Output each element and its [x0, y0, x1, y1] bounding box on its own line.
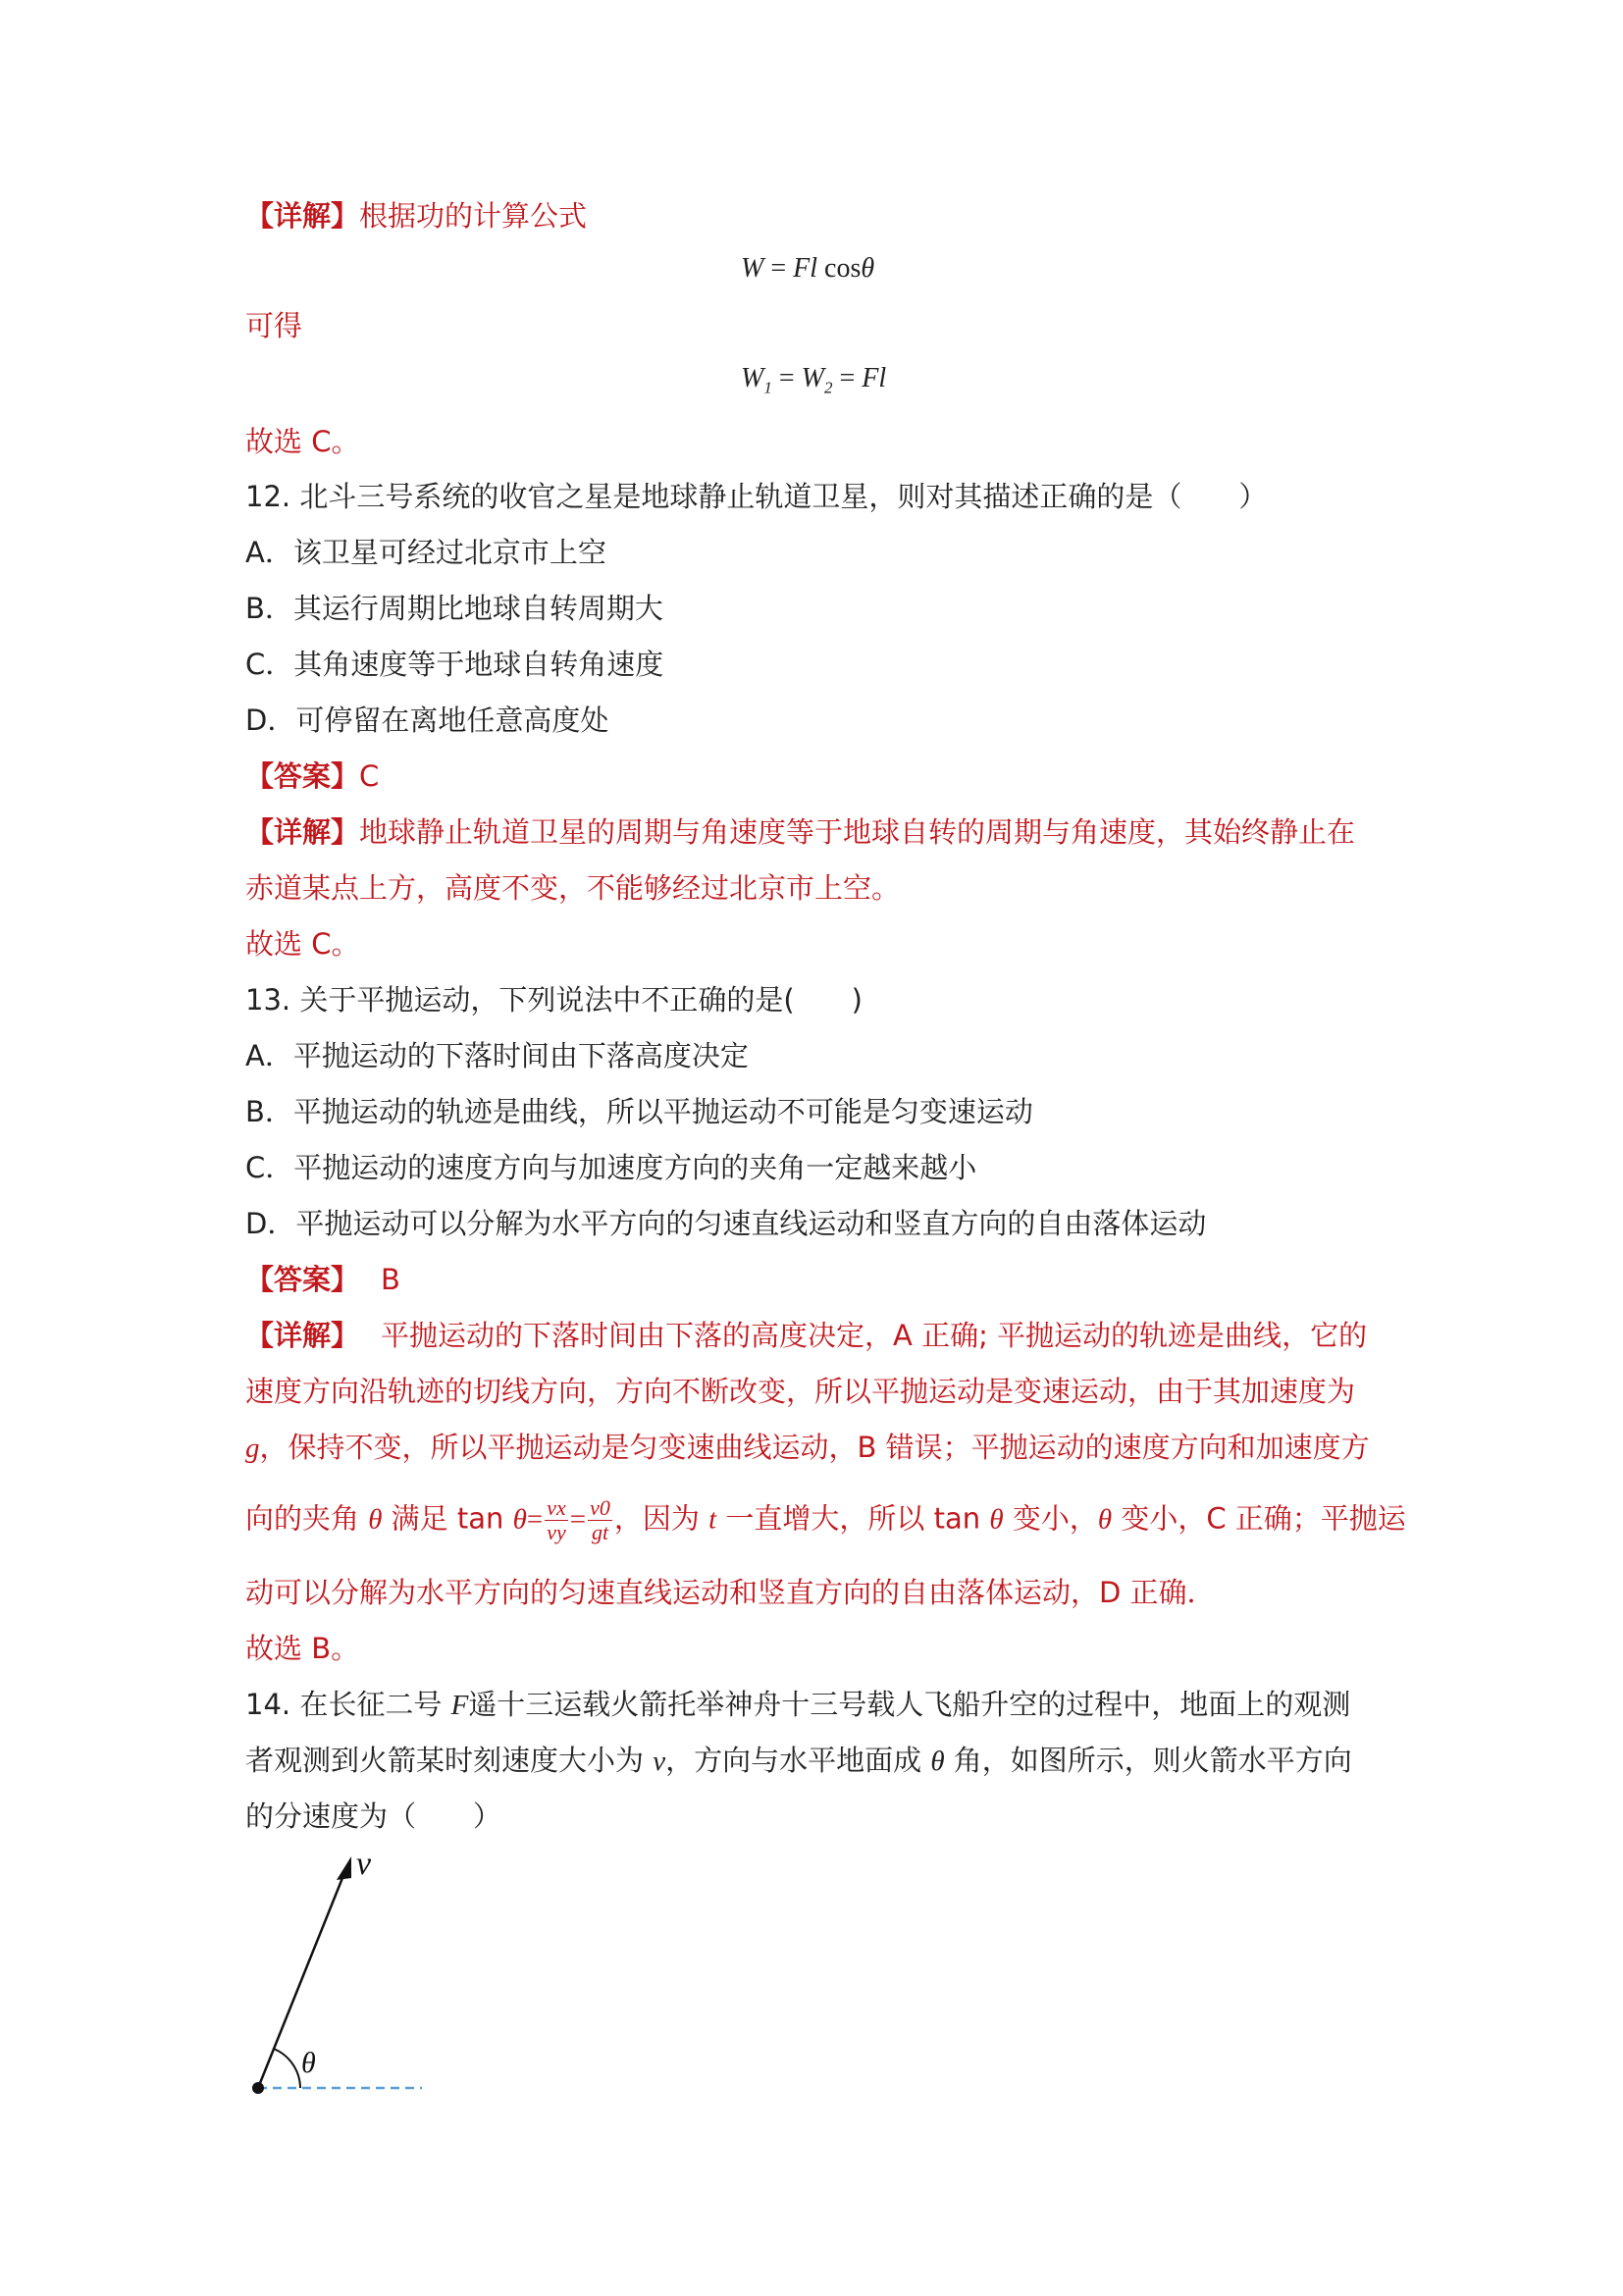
angle-arc — [274, 2049, 300, 2088]
text: 一直增大，所以 tan — [716, 1501, 990, 1536]
answer-value: B — [381, 1263, 400, 1296]
detail-text: 根据功的计算公式 — [359, 199, 588, 233]
numerator: vx — [547, 1495, 566, 1520]
q12-option-d: D．可停留在离地任意高度处 — [245, 704, 609, 737]
formula-w2: W — [801, 363, 824, 393]
formula-eq2: = — [832, 363, 863, 393]
subscript-2: 2 — [823, 378, 833, 397]
q13-detail-line-4 — [245, 1496, 1406, 1544]
formula-fl: Fl — [862, 363, 887, 393]
work-formula — [741, 253, 874, 285]
text: 角，如图所示，则火箭水平方向 — [944, 1744, 1352, 1777]
text: 者观测到火箭某时刻速度大小为 — [245, 1744, 654, 1777]
text: 14. 在长征二号 — [245, 1688, 451, 1721]
denominator: gt — [591, 1520, 609, 1544]
formula-theta: θ — [861, 253, 875, 284]
equals: = — [569, 1503, 587, 1536]
q13-option-b: B．平抛运动的轨迹是曲线，所以平抛运动不可能是匀变速运动 — [245, 1095, 1033, 1128]
work-equality-formula — [741, 363, 886, 398]
angle-label: θ — [301, 2047, 316, 2079]
q12-stem: 12. 北斗三号系统的收官之星是地球静止轨道卫星，则对其描述正确的是（ ） — [245, 480, 1268, 513]
q13-option-c: C．平抛运动的速度方向与加速度方向的夹角一定越来越小 — [245, 1151, 977, 1184]
q13-conclusion: 故选 B。 — [245, 1632, 360, 1665]
var-t: t — [708, 1503, 717, 1536]
detail-text: 地球静止轨道卫星的周期与角速度等于地球自转的周期与角速度，其始终静止在 — [359, 815, 1356, 849]
var-theta: θ — [1097, 1503, 1113, 1536]
fraction-vx-vy — [545, 1496, 568, 1544]
var-theta: θ — [512, 1503, 527, 1536]
answer-tag: 【答案】 — [245, 759, 360, 793]
text: 遥十三运载火箭托举神舟十三号载人飞船升空的过程中，地面上的观测 — [468, 1688, 1351, 1721]
q14-stem-line-1 — [245, 1685, 1350, 1725]
arrowhead-icon — [337, 1856, 351, 1880]
q13-detail-line-2: 速度方向沿轨迹的切线方向，方向不断改变，所以平抛运动是变速运动，由于其加速度为 — [245, 1375, 1356, 1408]
detail-text: 平抛运动的下落时间由下落的高度决定，A 正确; 平抛运动的轨迹是曲线，它的 — [381, 1319, 1368, 1352]
numerator: v0 — [590, 1495, 610, 1520]
text: ，方向与水平地面成 — [665, 1744, 931, 1777]
q13-stem: 13. 关于平抛运动，下列说法中不正确的是( ) — [245, 983, 863, 1017]
q13-option-a: A．平抛运动的下落时间由下落高度决定 — [245, 1039, 749, 1072]
q14-stem-line-3: 的分速度为（ ） — [245, 1800, 502, 1833]
q11-conclusion: 故选 C。 — [245, 425, 360, 458]
denominator: vy — [547, 1520, 566, 1544]
q11-detail-line — [245, 196, 587, 235]
detail-tag: 【详解】 — [245, 199, 360, 233]
formula-w1: W — [741, 363, 764, 393]
velocity-label: v — [356, 1846, 372, 1882]
text: ，因为 — [613, 1501, 709, 1536]
detail-text: ，保持不变，所以平抛运动是匀变速曲线运动，B 错误；平抛运动的速度方向和加速度方 — [259, 1431, 1370, 1464]
var-v: v — [653, 1746, 666, 1777]
var-g: g — [245, 1433, 260, 1464]
formula-fl: Fl — [793, 253, 818, 284]
answer-tag: 【答案】 — [245, 1263, 360, 1296]
text: 向的夹角 — [245, 1501, 369, 1536]
q13-detail-line-5: 动可以分解为水平方向的匀速直线运动和竖直方向的自由落体运动，D 正确． — [245, 1576, 1216, 1609]
formula-eq: = — [763, 253, 794, 284]
q13-detail-line-1 — [245, 1316, 1367, 1355]
subscript-1: 1 — [763, 378, 772, 397]
answer-value: C — [359, 759, 380, 793]
var-theta: θ — [930, 1746, 945, 1777]
detail-tag: 【详解】 — [245, 1319, 360, 1352]
formula-eq1: = — [771, 363, 802, 393]
text: 变小，C 正确；平抛运 — [1112, 1501, 1406, 1536]
q12-option-c: C．其角速度等于地球自转角速度 — [245, 648, 664, 681]
var-theta: θ — [989, 1503, 1004, 1536]
q12-answer — [245, 757, 379, 796]
formula-w: W — [741, 253, 764, 284]
q12-option-b: B．其运行周期比地球自转周期大 — [245, 592, 663, 625]
q12-option-a: A．该卫星可经过北京市上空 — [245, 536, 606, 569]
q13-detail-line-3 — [245, 1428, 1370, 1468]
fraction-v0-gt — [588, 1496, 612, 1544]
q14-stem-line-2 — [245, 1741, 1352, 1781]
var-theta: θ — [368, 1503, 383, 1536]
velocity-diagram — [240, 1845, 466, 2110]
var-f: F — [450, 1690, 469, 1721]
q13-option-d: D．平抛运动可以分解为水平方向的匀速直线运动和竖直方向的自由落体运动 — [245, 1207, 1207, 1240]
q12-detail-line-1 — [245, 812, 1355, 852]
text: 变小， — [1003, 1501, 1098, 1536]
q12-detail-line-2: 赤道某点上方，高度不变，不能够经过北京市上空。 — [245, 871, 901, 905]
detail-tag: 【详解】 — [245, 815, 360, 849]
equals: = — [526, 1503, 544, 1536]
derive-text: 可得 — [245, 309, 303, 342]
q13-answer — [245, 1260, 400, 1299]
text: 满足 tan — [382, 1501, 513, 1536]
origin-point — [252, 2082, 264, 2094]
formula-cos: cos — [817, 253, 862, 284]
q12-conclusion: 故选 C。 — [245, 927, 360, 961]
